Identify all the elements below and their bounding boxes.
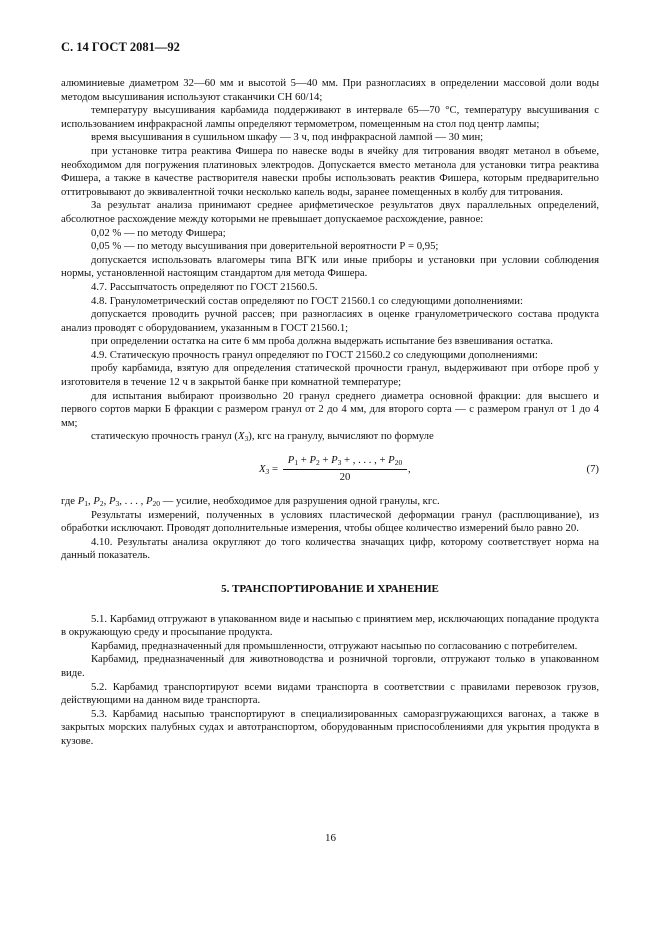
paragraph: для испытания выбирают произвольно 20 гранул среднего диаметра основной фракции: для высшего и первого сортов марки Б фракции с размером гранул от 2 до 4 мм, для второго сорта — с размером гранул от 1 до 4 мм; — [61, 389, 599, 429]
text-block-mid — [61, 509, 599, 563]
paragraph: Карбамид, предназначенный для животноводства и розничной торговли, отгружают только в упакованном виде. — [61, 653, 599, 679]
paragraph: 5.1. Карбамид отгружают в упакованном виде и насыпью с принятием мер, исключающих попадание продукта в окружающую среду и просыпание продукта. — [61, 612, 599, 639]
paragraph: 0,05 % — по методу высушивания при доверительной вероятности Р = 0,95; — [91, 240, 439, 253]
document-body — [61, 77, 599, 749]
paragraph: при определении остатка на сите 6 мм проба должна выдержать испытание без взвешивания остатка. — [91, 335, 553, 348]
paragraph: Результаты измерений, полученных в условиях пластической деформации гранул (расплющивание), из обработки исключают. Проводят дополнительные измерения, чтобы общее количество измерений было равно 20. — [61, 508, 599, 535]
formula-intro: статическую прочность гранул $(X_3)$, кгс на гранулу, вычисляют по формуле — [91, 430, 434, 444]
equation-number: (7) — [586, 463, 599, 476]
paragraph: 4.10. Результаты анализа округляют до того количества значащих цифр, которому соответствует норма на данный показатель. — [61, 535, 599, 562]
paragraph: 4.8. Гранулометрический состав определяют по ГОСТ 21560.1 со следующими дополнениями: — [91, 294, 523, 307]
page-header: С. 14 ГОСТ 2081—92 — [61, 40, 180, 54]
paragraph: допускается использовать влагомеры типа ВГК или иные приборы и установки при условии соблюдения нормы, установленной настоящим стандартом для метода Фишера. — [61, 253, 599, 280]
text-block-bottom — [61, 613, 599, 749]
formula-fraction — [283, 454, 407, 484]
paragraph: алюминиевые диаметром 32—60 мм и высотой 5—40 мм. При разногласиях в определении массовой доли воды методом высушивания используют стаканчики СН 60/14; — [61, 77, 599, 103]
paragraph: За результат анализа принимают среднее арифметическое результатов двух параллельных определений, абсолютное расхождение между которыми не превышает допускаемое расхождение, равное: — [61, 199, 599, 225]
formula-7 — [61, 454, 599, 488]
paragraph: время высушивания в сушильном шкафу — 3 ч, под инфракрасной лампой — 30 мин; — [91, 131, 484, 144]
paragraph: пробу карбамида, взятую для определения статической прочности гранул, выдерживают при отборе проб у изготовителя в течение 12 ч в закрытой банке при комнатной температуре; — [61, 362, 599, 389]
paragraph: 4.7. Рассыпчатость определяют по ГОСТ 21560.5. — [91, 280, 318, 293]
paragraph: 0,02 % — по методу Фишера; — [91, 226, 226, 239]
paragraph: 5.3. Карбамид насыпью транспортируют в специализированных саморазгружающихся вагонах, а также в закрытых морских палубных судах и автотранспортом, оборудованным приспособлениями для укрытия продукта в кузове. — [61, 707, 599, 747]
paragraph: допускается проводить ручной рассев; при разногласиях в оценке гранулометрического состава продукта анализ проводят с оборудованием, указанным в ГОСТ 21560.1; — [61, 308, 599, 334]
formula-denominator: 20 — [339, 470, 351, 483]
paragraph: 5.2. Карбамид транспортируют всеми видами транспорта в соответствии с правилами перевозок грузов, действующими на данном виде транспорта. — [61, 680, 599, 707]
page-number: 16 — [325, 832, 336, 844]
formula-lhs: $X_3$ = — [259, 463, 278, 477]
paragraph: 4.9. Статическую прочность гранул определяют по ГОСТ 21560.2 со следующими дополнениями: — [91, 348, 538, 361]
formula-comma: , — [408, 463, 411, 476]
where-line: где $P_1$, $P_2$, $P_3$, . . . , $P_{20}$ — усилие, необходимое для разрушения одной гранулы, кгс. — [61, 495, 440, 509]
text-block-top — [61, 77, 599, 430]
paragraph: при установке титра реактива Фишера по навеске воды в ячейку для титрования вводят метанол в объеме, необходимом для погружения платиновых электродов. Допускается вместо метанола для установки титра реактива Фишера, а также в качестве растворителя навески пробы использовать реактив Фишера, которым предварительно оттитровывают до эквивалентной точки несколько капель воды, заранее помещенных в колбу для титрования. — [61, 144, 599, 198]
paragraph: Карбамид, предназначенный для промышленности, отгружают насыпью по согласованию с потребителем. — [91, 639, 578, 652]
section-title: 5. ТРАНСПОРТИРОВАНИЕ И ХРАНЕНИЕ — [221, 583, 439, 595]
formula-numerator: $P_1 + P_2 + P_3$ + , . . . , + $P_{20}$ — [283, 454, 407, 470]
paragraph: температуру высушивания карбамида поддерживают в интервале 65—70 °С, температуру высушивания с использованием инфракрасной лампы определяют термометром, помещенным на стол под центр лампы; — [61, 104, 599, 130]
